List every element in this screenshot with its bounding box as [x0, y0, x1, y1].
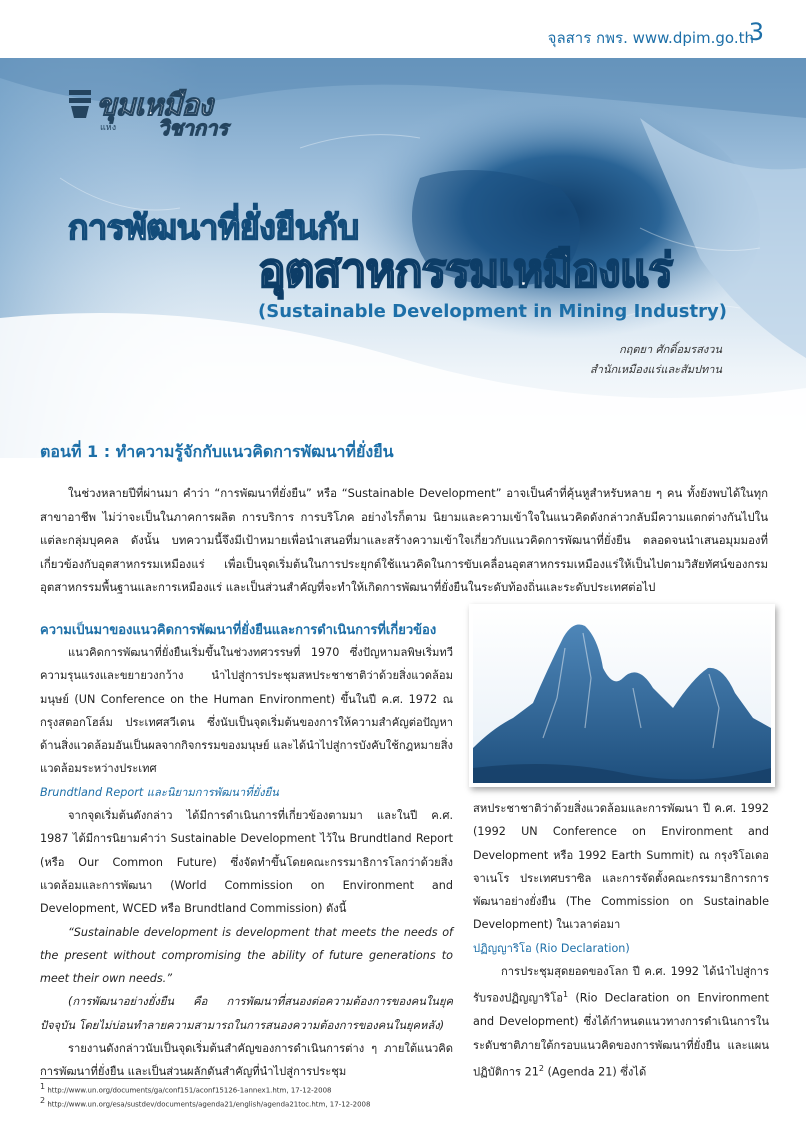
footnote-ref-2[interactable]: 2	[538, 1064, 544, 1073]
running-head: จุลสาร กพร. www.dpim.go.th	[547, 29, 754, 47]
footnote-2-url[interactable]: http://www.un.org/esa/sustdev/documents/agenda21/english/agenda21toc.htm, 17-12-2008	[47, 1100, 371, 1109]
author-name: กฤตยา ศักดิ์อมรสงวน	[619, 343, 722, 356]
article-subtitle: (Sustainable Development in Mining Industry)	[258, 301, 727, 322]
logo-secondary-text: วิชาการ	[158, 116, 229, 140]
rio-text-b: (Rio Declaration on Environment and Development) ซึ่งได้กำหนดแนวทางการดำเนินการในระดับชาติภายใต้กรอบแนวคิดของการพัฒนาที่ยั่งยืน และแผนปฏิบัติการ 21	[473, 992, 769, 1079]
author-affiliation: สำนักเหมืองแร่และสัมปทาน	[590, 363, 722, 376]
mountain-illustration	[473, 608, 771, 783]
quote-english: “Sustainable development is development that meets the needs of the present without compromising the ability of future generations to meet their own needs.”	[40, 925, 453, 986]
mountain-photo	[469, 604, 775, 787]
logo-small-text: แห่ง	[100, 123, 117, 133]
paragraph-brundtland: จากจุดเริ่มต้นดังกล่าว ได้มีการดำเนินการที่เกี่ยวข้องตามมา และในปี ค.ศ. 1987 ได้มีการนิยามคำว่า Sustainable Development ไว้ใน Brundtland Report (หรือ Our Common Future) ซึ่งจัดทำขึ้นโดยคณะกรรมาธิการโลกว่าด้วยสิ่งแวดล้อมและการพัฒนา (World Commission on Environment and Development, WCED หรือ Brundtland Commission) ดังนี้	[40, 809, 453, 916]
subsection-heading: ความเป็นมาของแนวคิดการพัฒนาที่ยั่งยืนและการดำเนินการที่เกี่ยวข้อง	[40, 623, 437, 638]
paragraph-rio	[473, 960, 769, 1084]
paragraph-earth-summit: สหประชาชาติว่าด้วยสิ่งแวดล้อมและการพัฒนา ปี ค.ศ. 1992 (1992 UN Conference on Environment and Development หรือ 1992 Earth Summit) ณ กรุงริโอเดอ จาเนโร ประเทศบราซิล และการจัดตั้งคณะกรรมาธิการการพัฒนาอย่างยั่งยืน (The Commission on Sustainable Development) ในเวลาต่อมา	[473, 802, 769, 932]
paragraph-report: รายงานดังกล่าวนับเป็นจุดเริ่มต้นสำคัญของการดำเนินการต่าง ๆ ภายใต้แนวคิดการพัฒนาที่ยั่งยืน และเป็นส่วนผลักดันสำคัญที่นำไปสู่การประชุม	[40, 1042, 453, 1079]
footnote-2-number: 2	[40, 1096, 46, 1105]
article-title-line1: การพัฒนาที่ยั่งยืนกับ	[68, 208, 359, 248]
page-number: 3	[748, 18, 764, 46]
rio-text-c: (Agenda 21) ซึ่งได้	[543, 1065, 647, 1079]
rio-text-a: การประชุมสุดยอดของโลก ปี ค.ศ. 1992 ได้นำไปสู่การรับรองปฏิญญาริโอ	[473, 965, 769, 1006]
column-logo	[66, 82, 236, 138]
article-title-line2: อุตสาหกรรมเหมืองแร่	[258, 243, 673, 297]
footnote-2	[40, 1096, 370, 1108]
logo-main-text: ขุมเหมือง	[96, 88, 212, 123]
footnote-1	[40, 1082, 332, 1094]
section-heading: ตอนที่ 1 : ทำความรู้จักกับแนวคิดการพัฒนาที่ยั่งยืน	[40, 442, 394, 461]
left-column	[40, 641, 453, 1084]
footnote-divider	[40, 1078, 210, 1079]
intro-paragraph: ในช่วงหลายปีที่ผ่านมา คำว่า “การพัฒนาที่ยั่งยืน” หรือ “Sustainable Development” อาจเป็นคำที่คุ้นหูสำหรับหลาย ๆ คน ทั้งยังพบได้ในทุกสาขาอาชีพ ไม่ว่าจะเป็นในภาคการผลิต การบริการ การบริโภค อย่างไรก็ตาม นิยามและความเข้าใจในแนวคิดดังกล่าวกลับมีความแตกต่างกันไปในแต่ละกลุ่มบุคคล ดังนั้น บทความนี้จึงมีเป้าหมายเพื่อนำเสนอที่มาและสร้างความเข้าใจเกี่ยวกับแนวคิดการพัฒนาที่ยั่งยืน ตลอดจนนำเสนอมุมมองที่เกี่ยวข้องกับอุตสาหกรรมเหมืองแร่ เพื่อเป็นจุดเริ่มต้นในการประยุกต์ใช้แนวคิดในการขับเคลื่อนอุตสาหกรรมเหมืองแร่ให้เป็นไปตามวิสัยทัศน์ของกรมอุตสาหกรรมพื้นฐานและการเหมืองแร่ และเป็นส่วนสำคัญที่จะทำให้เกิดการพัฒนาที่ยั่งยืนในระดับท้องถิ่นและระดับประเทศต่อไป	[40, 486, 768, 594]
quote-thai: (การพัฒนาอย่างยั่งยืน คือ การพัฒนาที่สนองต่อความต้องการของคนในยุคปัจจุบัน โดยไม่บ่อนทำลายความสามารถในการสนองความต้องการของคนในยุคหลัง)	[40, 995, 453, 1032]
right-column	[473, 797, 769, 1084]
mine-cart-icon	[66, 84, 94, 124]
footnote-1-url[interactable]: http://www.un.org/documents/ga/conf151/aconf15126-1annex1.htm, 17-12-2008	[47, 1086, 332, 1095]
paragraph-history: แนวคิดการพัฒนาที่ยั่งยืนเริ่มขึ้นในช่วงทศวรรษที่ 1970 ซึ่งปัญหามลพิษเริ่มทวีความรุนแรงและขยายวงกว้าง นำไปสู่การประชุมสหประชาชาติว่าด้วยสิ่งแวดล้อมมนุษย์ (UN Conference on the Human Environment) ขึ้นในปี ค.ศ. 1972 ณ กรุงสตอกโฮล์ม ประเทศสวีเดน ซึ่งนับเป็นจุดเริ่มต้นของการให้ความสำคัญต่อปัญหาด้านสิ่งแวดล้อมอันเป็นผลจากกิจกรรมของมนุษย์ และได้นำไปสู่การบังคับใช้กฎหมายสิ่งแวดล้อมระหว่างประเทศ	[40, 646, 453, 776]
rio-declaration-heading: ปฏิญญาริโอ (Rio Declaration)	[473, 941, 630, 955]
brundtland-heading: Brundtland Report และนิยามการพัฒนาที่ยั่งยืน	[40, 785, 279, 799]
byline	[590, 340, 722, 380]
footnote-ref-1[interactable]: 1	[563, 990, 569, 1000]
footnote-1-number: 1	[40, 1082, 46, 1091]
